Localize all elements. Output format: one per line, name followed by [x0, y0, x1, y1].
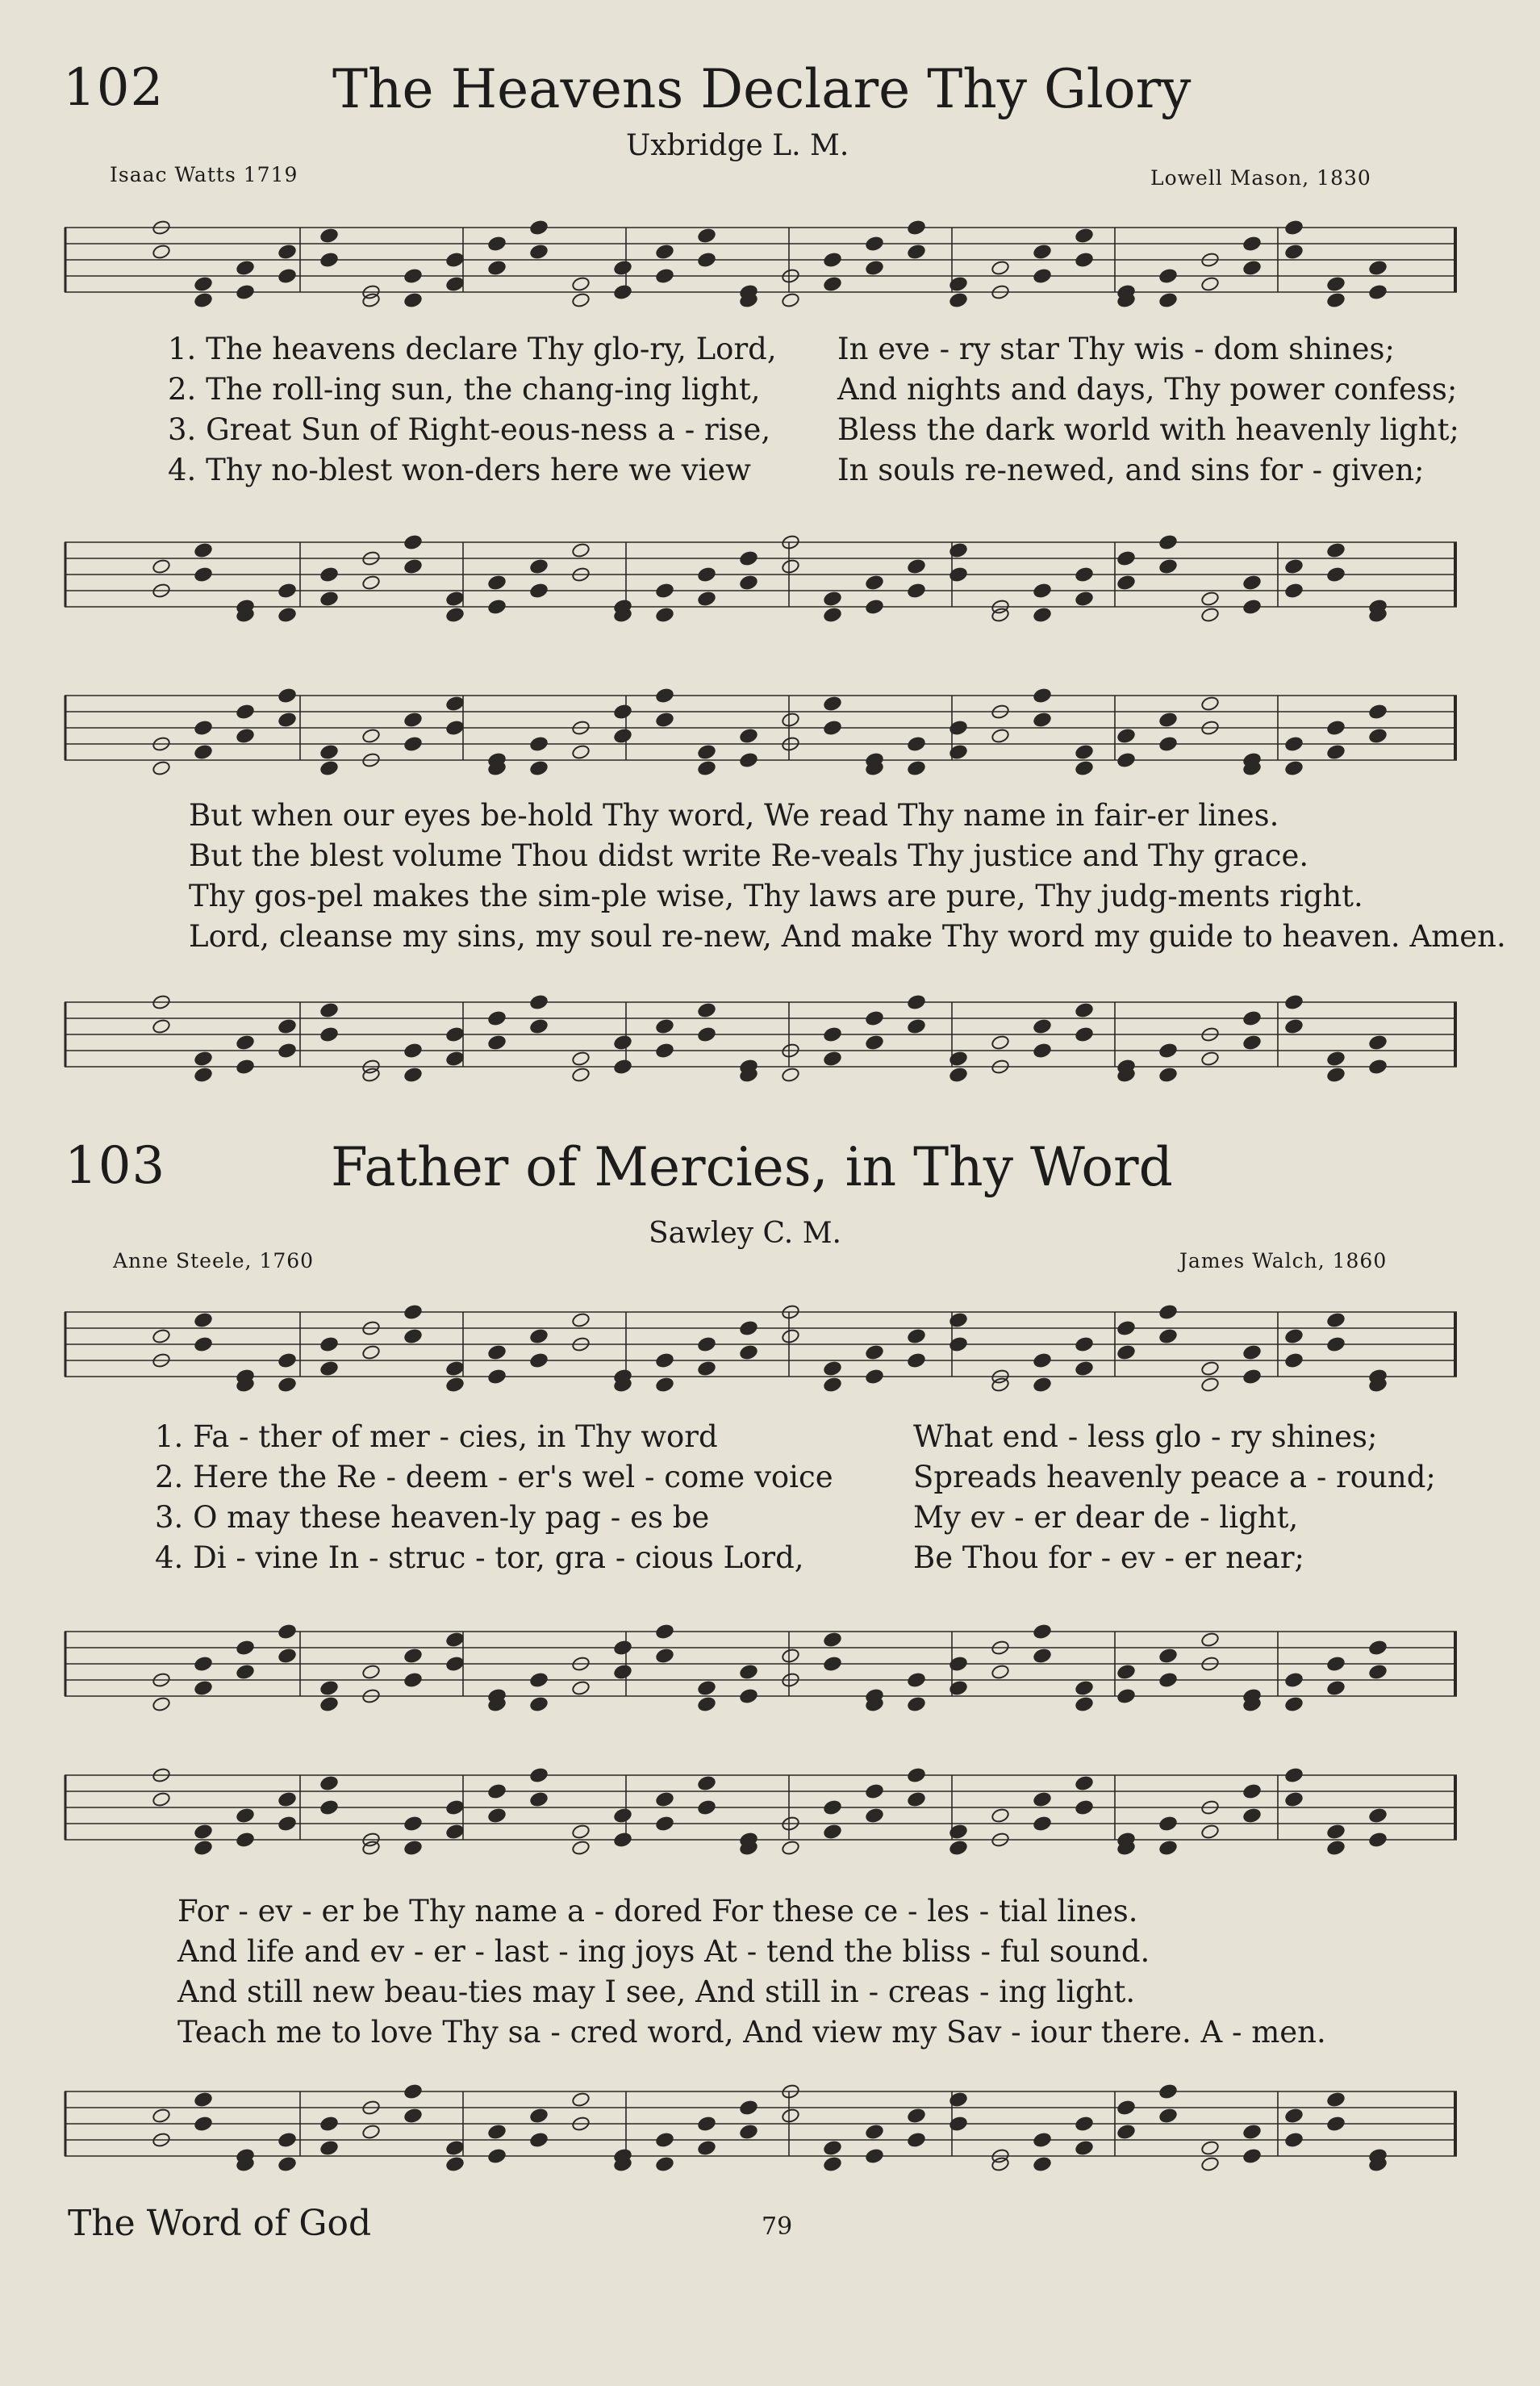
verse-block-right [837, 329, 1459, 491]
bass-staff [65, 1622, 1457, 1706]
verse-line: Lord, cleanse my sins, my soul re-new, And make Thy word my guide to heaven. Amen. [189, 919, 1506, 954]
verse-block [177, 1891, 1326, 2053]
tune-name: Sawley C. M. [649, 1217, 841, 1250]
verse-line: 1. The heavens declare Thy glo-ry, Lord, [168, 332, 777, 366]
treble-staff [65, 686, 1457, 770]
verse-line: In souls re-newed, and sins for - given; [837, 453, 1425, 487]
verse-line: Thy gos-pel makes the sim-ple wise, Thy laws are pure, Thy judg-ments right. [189, 879, 1363, 913]
verse-line: 4. Thy no-blest won-ders here we view [168, 453, 751, 487]
verse-line: Be Thou for - ev - er near; [913, 1540, 1305, 1575]
verse-block-left [168, 329, 777, 491]
verse-line: And still new beau-ties may I see, And still in - creas - ing light. [177, 1974, 1136, 2009]
hymn-number: 103 [65, 1136, 166, 1196]
treble-staff [65, 218, 1457, 302]
verse-line: 2. The roll-ing sun, the chang-ing light, [168, 372, 761, 407]
verse-block-left [155, 1417, 833, 1578]
verse-line: Teach me to love Thy sa - cred word, And view my Sav - iour there. A - men. [177, 2015, 1326, 2050]
verse-line: Spreads heavenly peace a - round; [913, 1460, 1436, 1494]
verse-line: Bless the dark world with heavenly light; [837, 412, 1459, 447]
verse-line: 3. O may these heaven-ly pag - es be [155, 1500, 710, 1535]
words-credit: Anne Steele, 1760 [113, 1249, 315, 1272]
hymn-title: Father of Mercies, in Thy Word [331, 1136, 1173, 1198]
hymn-number: 102 [63, 58, 165, 118]
verse-block-right [913, 1417, 1436, 1578]
bass-staff [65, 992, 1457, 1076]
words-credit: Isaac Watts 1719 [110, 163, 298, 186]
bass-staff [65, 533, 1457, 616]
hymn-title: The Heavens Declare Thy Glory [332, 58, 1192, 120]
page-number: 79 [762, 2213, 793, 2241]
verse-line: And life and ev - er - last - ing joys At - tend the bliss - ful sound. [177, 1934, 1150, 1969]
music-credit: Lowell Mason, 1830 [1150, 166, 1371, 190]
treble-staff [65, 1765, 1457, 1849]
verse-line: For - ev - er be Thy name a - dored For these ce - les - tial lines. [177, 1894, 1138, 1928]
verse-line: In eve - ry star Thy wis - dom shines; [837, 332, 1395, 366]
verse-line: 4. Di - vine In - struc - tor, gra - cious Lord, [155, 1540, 804, 1575]
verse-line: And nights and days, Thy power confess; [837, 372, 1458, 407]
verse-line: But the blest volume Thou didst write Re-veals Thy justice and Thy grace. [189, 838, 1309, 873]
verse-line: 2. Here the Re - deem - er's wel - come voice [155, 1460, 833, 1494]
verse-line: 3. Great Sun of Right-eous-ness a - rise, [168, 412, 771, 447]
music-credit: James Walch, 1860 [1179, 1249, 1388, 1272]
tune-name: Uxbridge L. M. [626, 129, 849, 162]
section-title: The Word of God [68, 2203, 372, 2244]
bass-staff [65, 2082, 1457, 2166]
treble-staff [65, 1302, 1457, 1386]
verse-line: But when our eyes be-hold Thy word, We read Thy name in fair-er lines. [189, 798, 1279, 833]
verse-block [189, 796, 1506, 957]
verse-line: My ev - er dear de - light, [913, 1500, 1299, 1535]
verse-line: What end - less glo - ry shines; [913, 1419, 1378, 1454]
verse-line: 1. Fa - ther of mer - cies, in Thy word [155, 1419, 718, 1454]
